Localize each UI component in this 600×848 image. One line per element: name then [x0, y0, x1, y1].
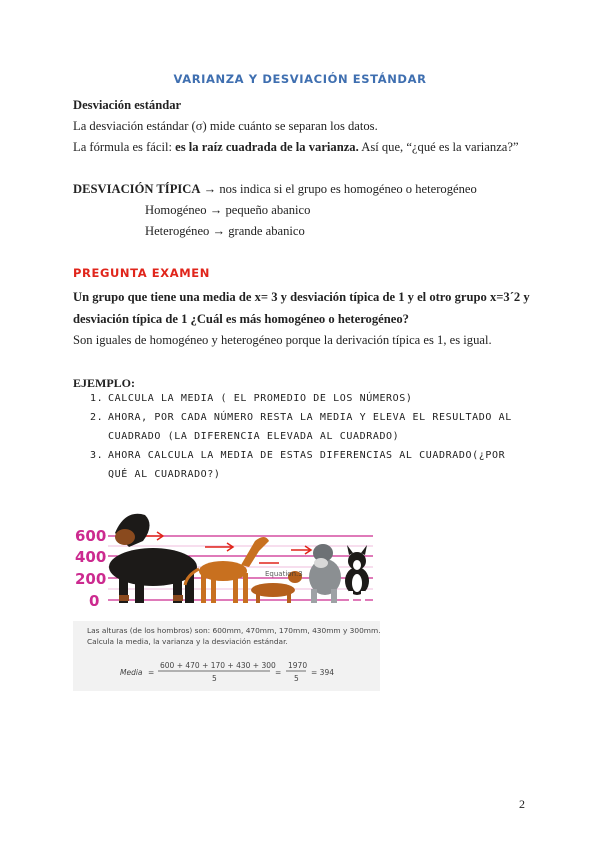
axis-tick-200: 200 [75, 570, 107, 588]
paragraph-line [73, 139, 519, 155]
exam-heading: PREGUNTA EXAMEN [73, 266, 210, 280]
text-run: La fórmula es fácil: [73, 140, 176, 154]
list-text: AHORA, POR CADA NÚMERO RESTA LA MEDIA Y ELEVA EL RESULTADO AL [108, 412, 512, 423]
list-item [90, 389, 530, 408]
list-number: 3. [90, 450, 104, 461]
formula-denominator: 5 [212, 674, 217, 683]
homogeneo-line: Homogéneo → pequeño abanico [145, 203, 311, 217]
example-heading: EJEMPLO: [73, 376, 135, 390]
formula-equals: = [148, 668, 155, 677]
example-steps-list [90, 389, 530, 484]
formula-result: = 394 [311, 668, 334, 677]
exam-answer: Son iguales de homogéneo y heterogéneo porque la derivación típica es 1, es igual. [73, 333, 492, 347]
list-item [90, 408, 530, 446]
list-text: CUADRADO (LA DIFERENCIA ELEVADA AL CUADRADO) [108, 431, 400, 442]
list-number: 1. [90, 393, 104, 404]
paragraph-line: La desviación estándar (σ) mide cuánto se separan los datos. [73, 119, 378, 133]
axis-tick-0: 0 [89, 592, 100, 610]
list-text: AHORA CALCULA LA MEDIA DE ESTAS DIFERENCIAS AL CUADRADO(¿POR [108, 450, 506, 461]
section-heading-desviacion: Desviación estándar [73, 98, 182, 112]
paragraph-line [73, 181, 477, 197]
caption-line: Calcula la media, la varianza y la desviación estándar. [87, 636, 288, 646]
formula-equals-2: = [275, 668, 282, 677]
axis-tick-600: 600 [75, 527, 107, 545]
page-number: 2 [519, 797, 525, 811]
list-text: CALCULA LA MEDIA ( EL PROMEDIO DE LOS NÚMEROS) [108, 393, 413, 404]
term-desviacion-tipica: DESVIACIÓN TÍPICA [73, 182, 201, 196]
bold-text-run: es la raíz cuadrada de la varianza. [175, 140, 359, 154]
media-formula [120, 657, 380, 687]
list-number: 2. [90, 412, 104, 423]
formula-numerator: 600 + 470 + 170 + 430 + 300 [160, 661, 276, 670]
exam-question-line: desviación típica de 1 ¿Cuál es más homogéneo o heterogéneo? [73, 312, 409, 326]
equation-watermark: Equation.3 [265, 570, 303, 578]
text-run: Así que, “¿qué es la varianza?” [358, 140, 519, 154]
axis-tick-400: 400 [75, 548, 107, 566]
formula-denominator-2: 5 [294, 674, 299, 683]
page-title: VARIANZA Y DESVIACIÓN ESTÁNDAR [173, 72, 427, 86]
list-item [90, 446, 530, 484]
caption-line: Las alturas (de los hombros) son: 600mm, 470mm, 170mm, 430mm y 300mm. [87, 626, 381, 635]
formula-label: Media [120, 668, 143, 677]
formula-numerator-2: 1970 [288, 661, 308, 670]
text-run: → nos indica si el grupo es homogéneo o heterogéneo [200, 182, 477, 196]
exam-question-line: Un grupo que tiene una media de x= 3 y desviación típica de 1 y el otro grupo x=3´2 y [73, 290, 530, 304]
heterogeneo-line: Heterogéneo → grande abanico [145, 224, 305, 238]
list-text: QUÉ AL CUADRADO?) [108, 469, 221, 480]
figure-caption [87, 626, 381, 647]
